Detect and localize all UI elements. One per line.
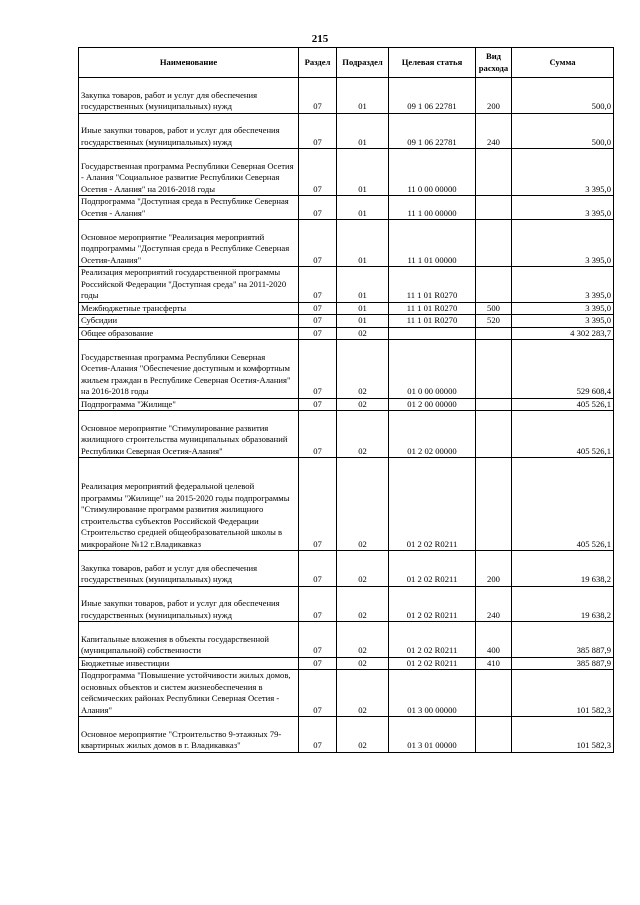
cell-razdel: 07 [299, 149, 337, 196]
cell-podrazdel: 02 [337, 458, 389, 551]
cell-target: 11 1 01 00000 [389, 220, 476, 267]
cell-podrazdel: 01 [337, 220, 389, 267]
cell-vid: 200 [476, 78, 512, 114]
cell-podrazdel: 02 [337, 327, 389, 340]
cell-sum: 101 582,3 [512, 717, 614, 753]
table-row [79, 315, 614, 328]
cell-podrazdel: 01 [337, 315, 389, 328]
cell-podrazdel: 02 [337, 586, 389, 622]
cell-vid [476, 717, 512, 753]
cell-name: Иные закупки товаров, работ и услуг для обеспечения государственных (муниципальных) нужд [79, 586, 299, 622]
cell-vid [476, 458, 512, 551]
cell-vid [476, 670, 512, 717]
cell-podrazdel: 02 [337, 622, 389, 658]
cell-target: 11 0 00 00000 [389, 149, 476, 196]
cell-razdel: 07 [299, 267, 337, 303]
cell-sum: 3 395,0 [512, 302, 614, 315]
cell-razdel: 07 [299, 458, 337, 551]
cell-name: Подпрограмма "Жилище" [79, 398, 299, 411]
cell-target: 11 1 01 R0270 [389, 315, 476, 328]
cell-razdel: 07 [299, 315, 337, 328]
cell-name: Основное мероприятие "Реализация мероприятий подпрограммы "Доступная среда в Республике Северная Осетия-Алания" [79, 220, 299, 267]
header-sum: Сумма [512, 48, 614, 78]
cell-podrazdel: 01 [337, 267, 389, 303]
cell-razdel: 07 [299, 196, 337, 220]
header-podrazdel: Подраздел [337, 48, 389, 78]
cell-sum: 385 887,9 [512, 657, 614, 670]
cell-sum: 405 526,1 [512, 458, 614, 551]
cell-target: 01 2 02 R0211 [389, 586, 476, 622]
cell-target [389, 327, 476, 340]
cell-name: Капитальные вложения в объекты государственной (муниципальной) собственности [79, 622, 299, 658]
cell-name: Основное мероприятие "Стимулирование развития жилищного строительства муниципальных образований Республики Северная Осетия-Алания" [79, 411, 299, 458]
cell-name: Закупка товаров, работ и услуг для обеспечения государственных (муниципальных) нужд [79, 78, 299, 114]
table-row [79, 196, 614, 220]
cell-razdel: 07 [299, 327, 337, 340]
cell-name: Закупка товаров, работ и услуг для обеспечения государственных (муниципальных) нужд [79, 551, 299, 587]
table-row [79, 78, 614, 114]
cell-target: 01 3 00 00000 [389, 670, 476, 717]
cell-name: Реализация мероприятий государственной программы Российской Федерации "Доступная среда" на 2011-2020 годы [79, 267, 299, 303]
cell-podrazdel: 02 [337, 670, 389, 717]
cell-razdel: 07 [299, 717, 337, 753]
cell-name: Бюджетные инвестиции [79, 657, 299, 670]
table-row [79, 340, 614, 399]
table-row [79, 411, 614, 458]
cell-podrazdel: 02 [337, 551, 389, 587]
cell-sum: 385 887,9 [512, 622, 614, 658]
table-row [79, 551, 614, 587]
cell-podrazdel: 02 [337, 340, 389, 399]
cell-sum: 3 395,0 [512, 220, 614, 267]
cell-podrazdel: 01 [337, 78, 389, 114]
cell-target: 11 1 00 00000 [389, 196, 476, 220]
table-row [79, 149, 614, 196]
table-row [79, 327, 614, 340]
cell-vid [476, 220, 512, 267]
cell-razdel: 07 [299, 670, 337, 717]
cell-sum: 405 526,1 [512, 398, 614, 411]
table-row [79, 458, 614, 551]
table-row [79, 717, 614, 753]
table-row [79, 657, 614, 670]
table-row [79, 398, 614, 411]
page-number: 215 [311, 33, 329, 45]
table-row [79, 302, 614, 315]
cell-vid: 520 [476, 315, 512, 328]
cell-target: 01 0 00 00000 [389, 340, 476, 399]
cell-vid: 240 [476, 586, 512, 622]
cell-target: 01 2 02 R0211 [389, 551, 476, 587]
cell-name: Общее образование [79, 327, 299, 340]
cell-sum: 3 395,0 [512, 196, 614, 220]
cell-sum: 3 395,0 [512, 267, 614, 303]
cell-podrazdel: 02 [337, 657, 389, 670]
cell-target: 01 3 01 00000 [389, 717, 476, 753]
cell-sum: 101 582,3 [512, 670, 614, 717]
cell-target: 01 2 00 00000 [389, 398, 476, 411]
cell-name: Субсидии [79, 315, 299, 328]
cell-vid: 410 [476, 657, 512, 670]
cell-sum: 4 302 283,7 [512, 327, 614, 340]
cell-podrazdel: 01 [337, 149, 389, 196]
cell-razdel: 07 [299, 340, 337, 399]
cell-razdel: 07 [299, 78, 337, 114]
cell-target: 01 2 02 R0211 [389, 622, 476, 658]
cell-name: Государственная программа Республики Северная Осетия-Алания "Обеспечение доступным и комфортным жильем граждан в Республике Северная Осетия-Алания" на 2016-2018 годы [79, 340, 299, 399]
cell-target: 01 2 02 00000 [389, 411, 476, 458]
cell-name: Межбюджетные трансферты [79, 302, 299, 315]
cell-name: Подпрограмма "Доступная среда в Республике Северная Осетия - Алания" [79, 196, 299, 220]
cell-name: Основное мероприятие "Строительство 9-этажных 79-квартирных жилых домов в г. Владикавказ" [79, 717, 299, 753]
cell-vid: 200 [476, 551, 512, 587]
cell-razdel: 07 [299, 302, 337, 315]
cell-vid: 240 [476, 113, 512, 149]
cell-vid [476, 398, 512, 411]
cell-razdel: 07 [299, 398, 337, 411]
cell-vid [476, 411, 512, 458]
cell-name: Иные закупки товаров, работ и услуг для обеспечения государственных (муниципальных) нужд [79, 113, 299, 149]
header-name: Наименование [79, 48, 299, 78]
table-row [79, 622, 614, 658]
cell-razdel: 07 [299, 411, 337, 458]
cell-podrazdel: 01 [337, 113, 389, 149]
cell-vid: 400 [476, 622, 512, 658]
header-razdel: Раздел [299, 48, 337, 78]
cell-sum: 3 395,0 [512, 149, 614, 196]
cell-sum: 405 526,1 [512, 411, 614, 458]
cell-vid: 500 [476, 302, 512, 315]
cell-target: 09 1 06 22781 [389, 78, 476, 114]
cell-vid [476, 196, 512, 220]
cell-podrazdel: 01 [337, 196, 389, 220]
cell-podrazdel: 02 [337, 398, 389, 411]
cell-name: Государственная программа Республики Северная Осетия - Алания "Социальное развитие Республики Северная Осетия - Алания" на 2016-2018 годы [79, 149, 299, 196]
cell-razdel: 07 [299, 551, 337, 587]
cell-name: Подпрограмма "Повышение устойчивости жилых домов, основных объектов и систем жизнеобеспечения в сейсмических районах Республики Северная Осетия - Алания" [79, 670, 299, 717]
cell-target: 11 1 01 R0270 [389, 302, 476, 315]
table-row [79, 586, 614, 622]
cell-podrazdel: 01 [337, 302, 389, 315]
cell-target: 11 1 01 R0270 [389, 267, 476, 303]
table-row [79, 113, 614, 149]
cell-sum: 500,0 [512, 78, 614, 114]
table-header-row [79, 48, 614, 78]
cell-sum: 3 395,0 [512, 315, 614, 328]
cell-razdel: 07 [299, 113, 337, 149]
cell-razdel: 07 [299, 586, 337, 622]
cell-sum: 19 638,2 [512, 586, 614, 622]
cell-podrazdel: 02 [337, 717, 389, 753]
cell-razdel: 07 [299, 622, 337, 658]
table-body [79, 78, 614, 753]
cell-vid [476, 340, 512, 399]
cell-sum: 500,0 [512, 113, 614, 149]
table-row [79, 267, 614, 303]
cell-target: 09 1 06 22781 [389, 113, 476, 149]
cell-target: 01 2 02 R0211 [389, 657, 476, 670]
cell-podrazdel: 02 [337, 411, 389, 458]
cell-vid [476, 149, 512, 196]
cell-razdel: 07 [299, 657, 337, 670]
cell-target: 01 2 02 R0211 [389, 458, 476, 551]
cell-vid [476, 327, 512, 340]
cell-sum: 529 608,4 [512, 340, 614, 399]
cell-razdel: 07 [299, 220, 337, 267]
header-target: Целевая статья [389, 48, 476, 78]
table-row [79, 220, 614, 267]
budget-table [78, 47, 614, 753]
table-row [79, 670, 614, 717]
cell-vid [476, 267, 512, 303]
cell-sum: 19 638,2 [512, 551, 614, 587]
cell-name: Реализация мероприятий федеральной целевой программы "Жилище" на 2015-2020 годы подпрограммы "Стимулирование программ развития жилищного строительства субъектов Российской Федерации Строительство средней общеобразовательной школы в микрорайоне №12 г.Владикавказ [79, 458, 299, 551]
header-vid: Вид расхода [476, 48, 512, 78]
